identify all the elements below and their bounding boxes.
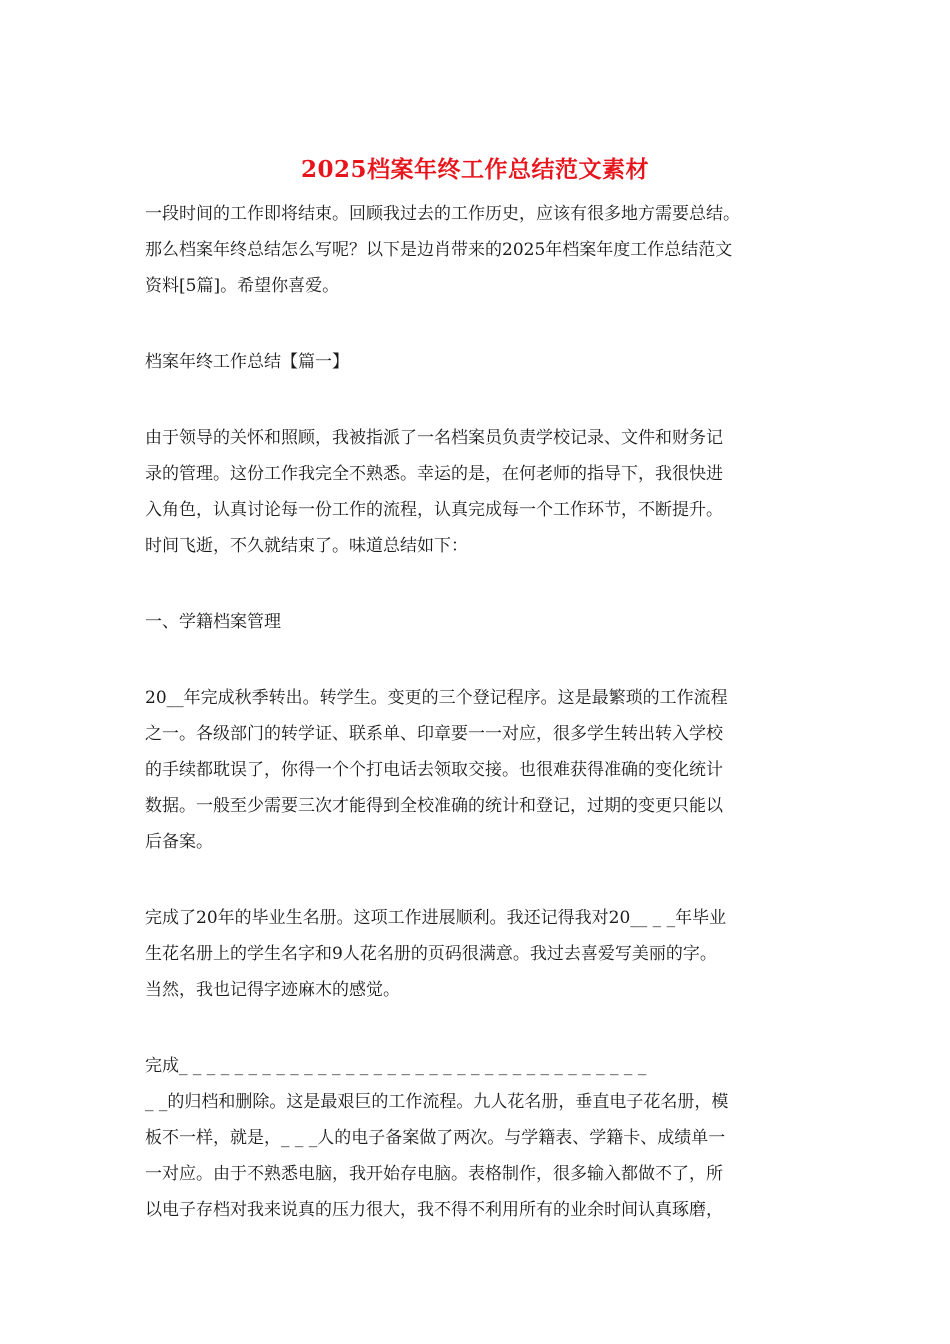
text-line: _ _的归档和删除。这是最艰巨的工作流程。九人花名册，垂直电子花名册，模	[145, 1092, 729, 1112]
text-line: 档案年终工作总结【篇一】	[145, 352, 349, 372]
document-title: 2025档案年终工作总结范文素材	[300, 156, 649, 183]
text-line: 后备案。	[145, 832, 213, 852]
text-line: 资料[5篇]。希望你喜爱。	[145, 276, 340, 296]
text-line: 由于领导的关怀和照顾，我被指派了一名档案员负责学校记录、文件和财务记	[145, 428, 723, 448]
text-line: 之一。各级部门的转学证、联系单、印章要一一对应，很多学生转出转入学校	[145, 724, 723, 744]
paragraph-2	[145, 680, 815, 860]
text-line: 生花名册上的学生名字和9人花名册的页码很满意。我过去喜爱写美丽的字。	[145, 944, 717, 964]
text-line: 那么档案年终总结怎么写呢？以下是边肖带来的2025年档案年度工作总结范文	[145, 240, 733, 260]
text-line: 一段时间的工作即将结束。回顾我过去的工作历史，应该有很多地方需要总结。	[145, 204, 740, 224]
text-line: 20__年完成秋季转出。转学生。变更的三个登记程序。这是最繁琐的工作流程	[145, 688, 728, 708]
text-line: 以电子存档对我来说真的压力很大，我不得不利用所有的业余时间认真琢磨，	[145, 1200, 723, 1220]
intro-paragraph	[145, 196, 815, 304]
text-line: 时间飞逝，不久就结束了。味道总结如下：	[145, 536, 468, 556]
section-heading	[145, 344, 815, 380]
paragraph-1	[145, 420, 815, 564]
text-line: 一、学籍档案管理	[145, 612, 281, 632]
text-line: 的手续都耽误了，你得一个个打电话去领取交接。也很难获得准确的变化统计	[145, 760, 723, 780]
text-line: 入角色，认真讨论每一份工作的流程，认真完成每一个工作环节，不断提升。	[145, 500, 723, 520]
subheading-1	[145, 604, 815, 640]
text-line: 完成_ _ _ _ _ _ _ _ _ _ _ _ _ _ _ _ _ _ _ _ _ _ _ _ _ _ _ _ _ _ _ _ _ _	[145, 1056, 647, 1076]
text-line: 板不一样，就是，_ _ _人的电子备案做了两次。与学籍表、学籍卡、成绩单一	[145, 1128, 726, 1148]
text-line: 完成了20年的毕业生名册。这项工作进展顺利。我还记得我对20__ _ _年毕业	[145, 908, 727, 928]
text-line: 一对应。由于不熟悉电脑，我开始存电脑。表格制作，很多输入都做不了，所	[145, 1164, 723, 1184]
text-line: 录的管理。这份工作我完全不熟悉。幸运的是，在何老师的指导下，我很快进	[145, 464, 723, 484]
text-line: 数据。一般至少需要三次才能得到全校准确的统计和登记，过期的变更只能以	[145, 796, 723, 816]
paragraph-3	[145, 900, 815, 1008]
text-line: 当然，我也记得字迹麻木的感觉。	[145, 980, 400, 1000]
document-body	[145, 196, 815, 1228]
paragraph-4	[145, 1048, 815, 1228]
